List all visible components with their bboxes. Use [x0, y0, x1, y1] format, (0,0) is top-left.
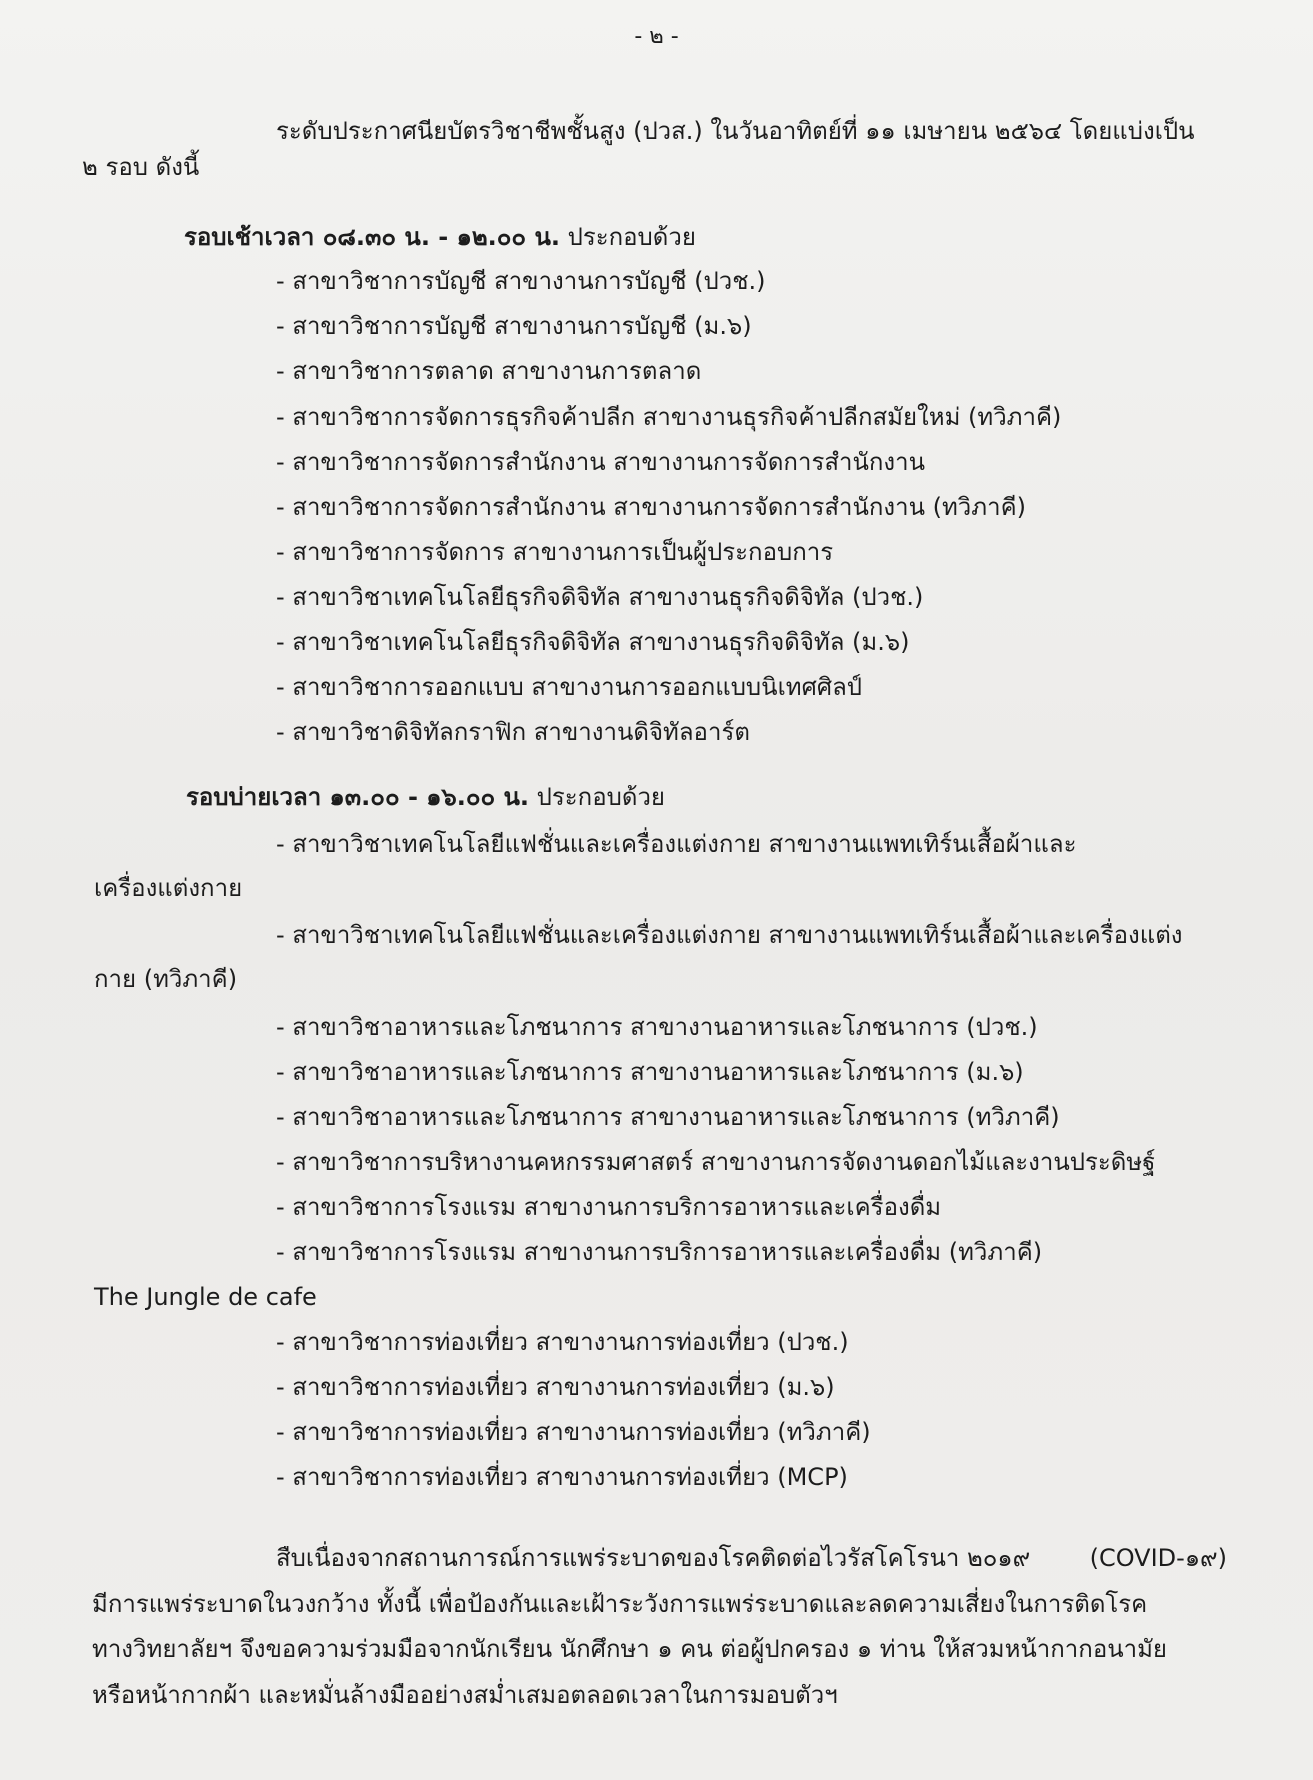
list-item: - สาขาวิชาดิจิทัลกราฟิก สาขางานดิจิทัลอาร์ต [276, 718, 750, 746]
intro-line-1: ระดับประกาศนียบัตรวิชาชีพชั้นสูง (ปวส.) ในวันอาทิตย์ที่ ๑๑ เมษายน ๒๕๖๔ โดยแบ่งเป็น [276, 117, 1195, 145]
list-item: - สาขาวิชาการท่องเที่ยว สาขางานการท่องเที่ยว (ทวิภาคี) [276, 1418, 871, 1446]
list-item: - สาขาวิชาการบัญชี สาขางานการบัญชี (ม.๖) [276, 312, 752, 340]
list-item: - สาขาวิชาอาหารและโภชนาการ สาขางานอาหารและโภชนาการ (ม.๖) [276, 1058, 1024, 1086]
list-item: - สาขาวิชาอาหารและโภชนาการ สาขางานอาหารและโภชนาการ (ทวิภาคี) [276, 1103, 1060, 1131]
closing-line-4: หรือหน้ากากผ้า และหมั่นล้างมืออย่างสม่ำเสมอตลอดเวลาในการมอบตัวฯ [92, 1681, 838, 1709]
closing-line-1: สืบเนื่องจากสถานการณ์การแพร่ระบาดของโรคติดต่อไวรัสโคโรนา ๒๐๑๙ [276, 1544, 1031, 1572]
list-item: - สาขาวิชาการโรงแรม สาขางานการบริการอาหารและเครื่องดื่ม [276, 1193, 942, 1221]
list-item: - สาขาวิชาการจัดการ สาขางานการเป็นผู้ประกอบการ [276, 538, 834, 566]
location-label: The Jungle de cafe [94, 1283, 317, 1311]
closing-line-1-tail: (COVID-๑๙) [1089, 1544, 1227, 1572]
page-number: - ๒ - [634, 24, 679, 49]
list-item: - สาขาวิชาการตลาด สาขางานการตลาด [276, 357, 702, 385]
morning-heading-rest: ประกอบด้วย [559, 223, 696, 251]
list-item: - สาขาวิชาการออกแบบ สาขางานการออกแบบนิเทศศิลป์ [276, 673, 863, 701]
afternoon-heading [186, 782, 665, 812]
list-item-continuation: กาย (ทวิภาคี) [94, 965, 238, 993]
list-item: - สาขาวิชาการโรงแรม สาขางานการบริการอาหารและเครื่องดื่ม (ทวิภาคี) [276, 1238, 1043, 1266]
list-item: - สาขาวิชาการบัญชี สาขางานการบัญชี (ปวช.) [276, 267, 766, 295]
list-item: - สาขาวิชาเทคโนโลยีแฟชั่นและเครื่องแต่งกาย สาขางานแพทเทิร์นเสื้อผ้าและ [276, 830, 1077, 858]
afternoon-heading-time: รอบบ่ายเวลา ๑๓.๐๐ - ๑๖.๐๐ น. [186, 783, 530, 811]
list-item: - สาขาวิชาการจัดการธุรกิจค้าปลีก สาขางานธุรกิจค้าปลีกสมัยใหม่ (ทวิภาคี) [276, 403, 1062, 431]
list-item: - สาขาวิชาการบริหางานคหกรรมศาสตร์ สาขางานการจัดงานดอกไม้และงานประดิษฐ์ [276, 1148, 1156, 1176]
list-item: - สาขาวิชาอาหารและโภชนาการ สาขางานอาหารและโภชนาการ (ปวช.) [276, 1013, 1038, 1041]
closing-line-2: มีการแพร่ระบาดในวงกว้าง ทั้งนี้ เพื่อป้องกันและเฝ้าระวังการแพร่ระบาดและลดความเสี่ยงในการติดโรค [92, 1590, 1148, 1618]
list-item: - สาขาวิชาการท่องเที่ยว สาขางานการท่องเที่ยว (ม.๖) [276, 1373, 835, 1401]
list-item: - สาขาวิชาเทคโนโลยีแฟชั่นและเครื่องแต่งกาย สาขางานแพทเทิร์นเสื้อผ้าและเครื่องแต่ง [276, 921, 1183, 949]
list-item-continuation: เครื่องแต่งกาย [94, 874, 243, 902]
morning-heading-time: รอบเช้าเวลา ๐๘.๓๐ น. - ๑๒.๐๐ น. [184, 223, 560, 251]
morning-heading [184, 222, 696, 252]
list-item: - สาขาวิชาการจัดการสำนักงาน สาขางานการจัดการสำนักงาน (ทวิภาคี) [276, 493, 1026, 521]
afternoon-heading-rest: ประกอบด้วย [529, 783, 665, 811]
list-item: - สาขาวิชาการจัดการสำนักงาน สาขางานการจัดการสำนักงาน [276, 448, 925, 476]
list-item: - สาขาวิชาการท่องเที่ยว สาขางานการท่องเที่ยว (ปวช.) [276, 1328, 849, 1356]
intro-line-2: ๒ รอบ ดังนี้ [82, 153, 200, 181]
list-item: - สาขาวิชาการท่องเที่ยว สาขางานการท่องเที่ยว (MCP) [276, 1463, 848, 1491]
list-item: - สาขาวิชาเทคโนโลยีธุรกิจดิจิทัล สาขางานธุรกิจดิจิทัล (ปวช.) [276, 583, 924, 611]
closing-line-3: ทางวิทยาลัยฯ จึงขอความร่วมมือจากนักเรียน นักศึกษา ๑ คน ต่อผู้ปกครอง ๑ ท่าน ให้สวมหน้ากากอนามัย [92, 1635, 1167, 1663]
list-item: - สาขาวิชาเทคโนโลยีธุรกิจดิจิทัล สาขางานธุรกิจดิจิทัล (ม.๖) [276, 628, 910, 656]
